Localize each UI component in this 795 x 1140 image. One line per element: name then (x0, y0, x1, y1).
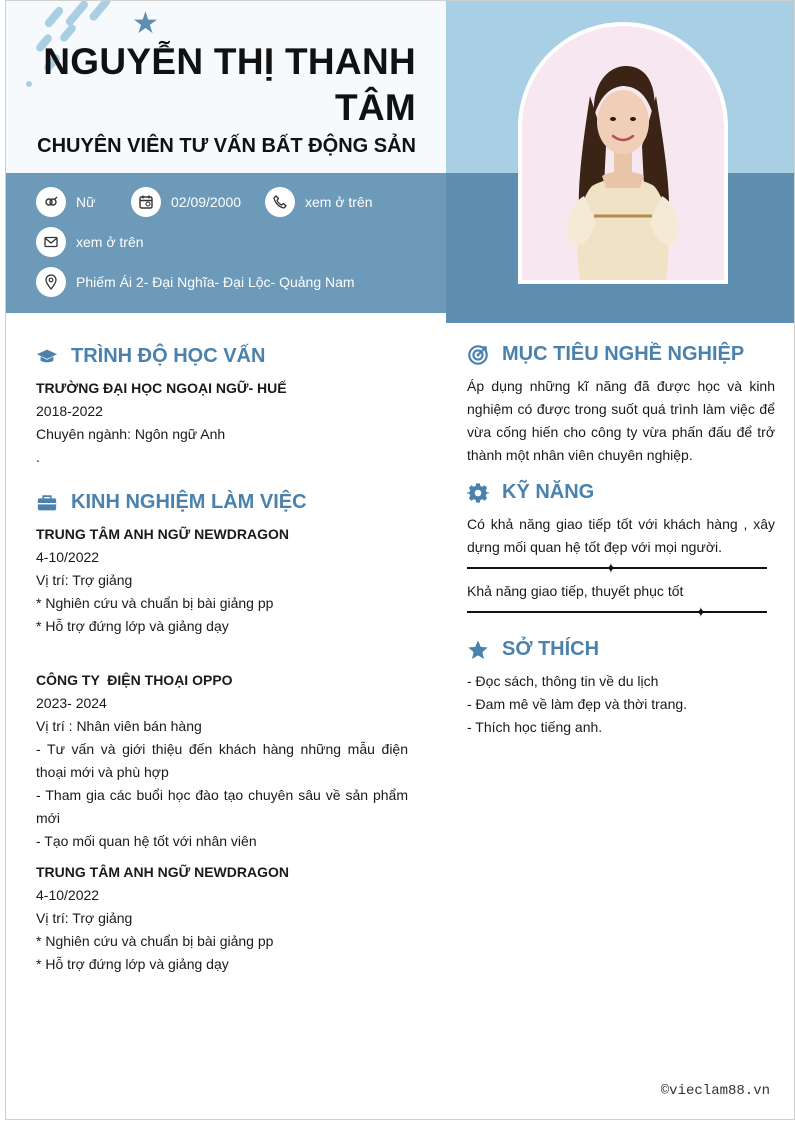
gender-item (36, 187, 95, 217)
birthdate-item (131, 187, 241, 217)
briefcase-icon (36, 492, 58, 514)
education-years: 2018-2022 (36, 403, 103, 419)
phone-icon (265, 187, 295, 217)
gender-icon (36, 187, 66, 217)
hobbies-title: SỞ THÍCH (502, 638, 600, 660)
skill-2-text: Khả năng giao tiếp, thuyết phục tốt (467, 583, 684, 599)
location-pin-icon (36, 267, 66, 297)
education-block (36, 377, 416, 469)
experience-job-1 (36, 523, 416, 638)
job-position: Vị trí: Trợ giảng (36, 910, 133, 926)
job-position: Vị trí : Nhân viên bán hàng (36, 718, 202, 734)
job-period: 4-10/2022 (36, 887, 100, 903)
job-duty: * Hỗ trợ đứng lớp và giảng dạy (36, 956, 229, 972)
email-item (36, 227, 144, 257)
experience-title: KINH NGHIỆM LÀM VIỆC (71, 491, 307, 513)
hobby-item: - Thích học tiếng anh. (467, 719, 603, 735)
job-company: TRUNG TÂM ANH NGỮ NEWDRAGON (36, 864, 289, 880)
job-duty: * Nghiên cứu và chuẩn bị bài giảng pp (36, 595, 274, 611)
job-title: CHUYÊN VIÊN TƯ VẤN BẤT ĐỘNG SẢN (37, 135, 416, 157)
full-name: NGUYỄN THỊ THANH TÂM (43, 41, 416, 128)
skill-1-text: Có khả năng giao tiếp tốt với khách hàng , xây dựng mối quan hệ tốt đẹp với mọi người. (467, 516, 775, 555)
job-company: CÔNG TY ĐIỆN THOẠI OPPO (36, 672, 233, 688)
phone-item (265, 187, 373, 217)
skills-heading (467, 481, 594, 504)
hobbies-heading (467, 638, 599, 661)
job-period: 4-10/2022 (36, 549, 100, 565)
job-duty: - Tư vấn và giới thiệu đến khách hàng những mẫu điện thoại mới và phù hợp (36, 741, 408, 780)
star-icon (467, 639, 489, 661)
target-icon (467, 344, 489, 366)
job-duty: - Tham gia các buổi học đào tạo chuyên sâu về sản phẩm mới (36, 787, 408, 826)
graduation-cap-icon (36, 346, 58, 368)
calendar-icon (131, 187, 161, 217)
job-duty: * Hỗ trợ đứng lớp và giảng dạy (36, 618, 229, 634)
education-major: Chuyên ngành: Ngôn ngữ Anh (36, 426, 226, 442)
email-icon (36, 227, 66, 257)
gender-value: Nữ (76, 194, 96, 210)
school-name: TRƯỜNG ĐẠI HỌC NGOẠI NGỮ- HUẾ (36, 380, 287, 396)
profile-photo (522, 26, 724, 280)
experience-job-3 (36, 861, 416, 976)
job-company: TRUNG TÂM ANH NGỮ NEWDRAGON (36, 526, 289, 542)
hobbies-list (467, 670, 775, 739)
cv-page (5, 0, 795, 1120)
phone-value: xem ở trên (305, 194, 373, 210)
watermark: ©vieclam88.vn (660, 1083, 770, 1099)
birthdate-value: 02/09/2000 (171, 194, 242, 210)
skills-title: KỸ NĂNG (502, 481, 595, 503)
objective-title: MỤC TIÊU NGHỀ NGHIỆP (502, 343, 745, 365)
skill-1-marker: ✦ (605, 560, 617, 576)
job-duty: * Nghiên cứu và chuẩn bị bài giảng pp (36, 933, 274, 949)
decorative-star-icon: ★ (132, 7, 159, 40)
skill-2-bar (467, 604, 767, 620)
job-duty: - Tạo mối quan hệ tốt với nhân viên (36, 833, 257, 849)
hobby-item: - Đọc sách, thông tin về du lịch (467, 673, 659, 689)
job-position: Vị trí: Trợ giảng (36, 572, 133, 588)
gear-icon (467, 482, 489, 504)
hobby-item: - Đam mê về làm đẹp và thời trang. (467, 696, 688, 712)
experience-job-2 (36, 669, 408, 853)
job-period: 2023- 2024 (36, 695, 107, 711)
education-heading (36, 345, 265, 368)
skill-2-marker: ✦ (695, 604, 707, 620)
skill-1-bar (467, 560, 767, 576)
email-value: xem ở trên (76, 234, 144, 250)
education-title: TRÌNH ĐỘ HỌC VẤN (71, 345, 266, 367)
address-value: Phiếm Ái 2- Đại Nghĩa- Đại Lộc- Quảng Nam (76, 274, 355, 290)
address-item (36, 267, 355, 297)
objective-heading (467, 343, 744, 366)
education-extra: . (36, 449, 40, 465)
objective-text: Áp dụng những kĩ năng đã được học và kinh nghiệm có được trong suốt quá trình làm việc để vừa cống hiến cho công ty vừa phấn đấu để trở thành một nhân viên chuyên nghiệp. (467, 378, 775, 463)
experience-heading (36, 491, 307, 514)
